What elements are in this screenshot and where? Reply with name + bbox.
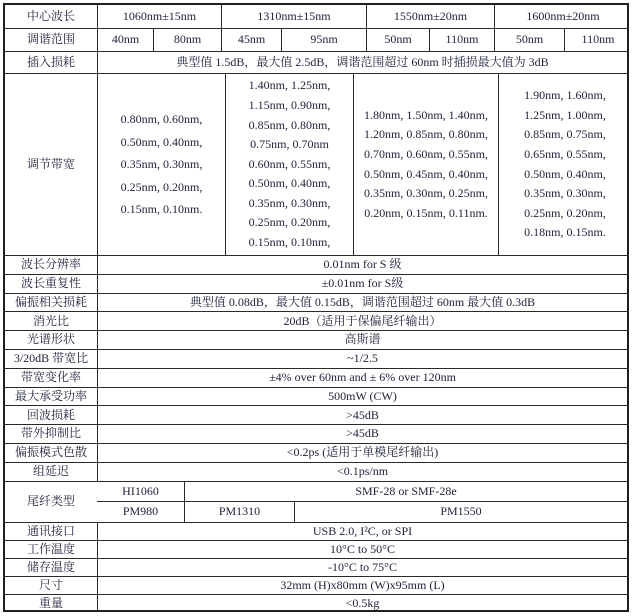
tuning-range-cell: 110nm xyxy=(429,29,494,51)
bandwidth-line: 0.80nm, 0.60nm, xyxy=(120,112,203,127)
bandwidth-1310-cell xyxy=(225,74,353,255)
row-label-bandwidth-ratio: 3/20dB 带宽比 xyxy=(13,351,89,366)
bandwidth-line: 0.60nm, 0.55nm, xyxy=(248,156,331,171)
row-label-max-power: 最大承受功率 xyxy=(14,388,87,403)
row-label-out-of-band-rejection: 带外抑制比 xyxy=(20,426,81,441)
table-row-operating-temp xyxy=(5,540,627,558)
row-label-dimensions: 尺寸 xyxy=(38,578,63,593)
row-label-pdl: 偏振相关损耗 xyxy=(14,294,87,309)
group-delay-value: <0.1ps/nm xyxy=(97,463,627,481)
spec-table xyxy=(3,3,629,612)
dimensions-value: 32mm (H)x80mm (W)x95mm (L) xyxy=(97,577,627,594)
tuning-range-cell: 110nm xyxy=(564,29,629,51)
bandwidth-line: 0.75nm, 0.70nm xyxy=(250,137,329,152)
row-label-operating-temp: 工作温度 xyxy=(26,541,75,556)
bandwidth-line: 0.25nm, 0.20nm, xyxy=(524,205,606,220)
bandwidth-1600-cell xyxy=(498,74,629,255)
storage-temp-value: -10°C to 75°C xyxy=(97,559,627,576)
table-row-dimensions xyxy=(5,576,627,594)
bandwidth-line: 0.65nm, 0.55nm, xyxy=(524,146,606,161)
table-row-group-delay xyxy=(5,462,627,481)
bandwidth-line: 1.80nm, 1.50nm, 1.40nm, xyxy=(363,107,488,122)
table-row-return-loss xyxy=(5,405,627,424)
fiber-hi1060-cell: HI1060 xyxy=(122,483,159,498)
tuning-range-cell: 95nm xyxy=(281,29,366,51)
table-row-pmd xyxy=(5,443,627,462)
bandwidth-line: 0.20nm, 0.15nm, 0.11nm. xyxy=(364,205,488,220)
return-loss-value: >45dB xyxy=(97,406,627,424)
extinction-ratio-value: 20dB（适用于保偏尾纤输出） xyxy=(97,312,627,330)
row-label-storage-temp: 储存温度 xyxy=(26,559,75,574)
table-row-insertion-loss xyxy=(5,51,627,73)
table-row-bandwidth xyxy=(5,73,627,255)
bandwidth-line: 0.85nm, 0.75nm, xyxy=(524,127,606,142)
bandwidth-line: 0.25nm, 0.20nm, xyxy=(120,179,203,194)
row-label-insertion-loss: 插入损耗 xyxy=(26,54,75,69)
center-wavelength-1550-cell: 1550nm±20nm xyxy=(366,5,494,28)
table-row-tuning-range xyxy=(5,28,627,51)
bandwidth-line: 0.15nm, 0.10nm, xyxy=(248,235,331,250)
operating-temp-value: 10°C to 50°C xyxy=(97,541,627,558)
bandwidth-variation-value: ±4% over 60nm and ± 6% over 120nm xyxy=(97,369,627,387)
table-row-wavelength-repeatability xyxy=(5,274,627,293)
bandwidth-ratio-value: ~1/2.5 xyxy=(97,350,627,368)
bandwidth-line: 0.70nm, 0.60nm, 0.55nm, xyxy=(363,146,488,161)
bandwidth-line: 1.15nm, 0.90nm, xyxy=(248,97,331,112)
fiber-pm1550-cell: PM1550 xyxy=(294,502,627,522)
center-wavelength-1310-cell: 1310nm±15nm xyxy=(221,5,366,28)
bandwidth-line: 0.35nm, 0.30nm, xyxy=(120,157,203,172)
fiber-pm1310-cell: PM1310 xyxy=(184,502,294,522)
row-label-weight: 重量 xyxy=(38,596,63,611)
row-label-group-delay: 组延迟 xyxy=(32,464,69,479)
bandwidth-line: 0.25nm, 0.20nm, xyxy=(248,215,331,230)
fiber-pm980-cell: PM980 xyxy=(122,504,159,519)
bandwidth-line: 0.50nm, 0.40nm, xyxy=(524,166,606,181)
table-row-max-power xyxy=(5,387,627,406)
fiber-type-row-b xyxy=(97,501,627,522)
bandwidth-line: 0.50nm, 0.45nm, 0.40nm, xyxy=(363,166,488,181)
row-label-tuning-range: 调谐范围 xyxy=(26,32,75,47)
interface-value: USB 2.0, I²C, or SPI xyxy=(97,523,627,540)
row-label-return-loss: 回波损耗 xyxy=(26,407,75,422)
fiber-smf28-cell: SMF-28 or SMF-28e xyxy=(184,482,627,502)
bandwidth-line: 0.50nm, 0.40nm, xyxy=(248,176,331,191)
wavelength-resolution-value: 0.01nm for S 级 xyxy=(97,256,627,274)
tuning-range-cell: 50nm xyxy=(494,29,564,51)
table-row-weight xyxy=(5,594,627,612)
table-row-fiber-type xyxy=(5,481,627,522)
table-row-bandwidth-ratio xyxy=(5,349,627,368)
bandwidth-line: 0.35nm, 0.30nm, 0.25nm, xyxy=(363,186,488,201)
fiber-type-cells xyxy=(97,482,627,522)
table-row-interface xyxy=(5,522,627,540)
row-label-interface: 通讯接口 xyxy=(26,523,75,538)
table-row-bandwidth-variation xyxy=(5,368,627,387)
insertion-loss-value: 典型值 1.5dB，最大值 2.5dB，调谐范围超过 60nm 时插损最大值为 3dB xyxy=(97,52,627,73)
center-wavelength-1060-cell: 1060nm±15nm xyxy=(97,5,221,28)
row-label-center-wavelength: 中心波长 xyxy=(26,8,75,23)
max-power-value: 500mW (CW) xyxy=(97,388,627,406)
tuning-range-cell: 45nm xyxy=(221,29,281,51)
tuning-range-cell: 50nm xyxy=(366,29,429,51)
fiber-type-row-a xyxy=(97,482,627,502)
tuning-range-cell: 40nm xyxy=(97,29,153,51)
center-wavelength-1600-cell: 1600nm±20nm xyxy=(494,5,629,28)
bandwidth-line: 1.90nm, 1.60nm, xyxy=(524,88,606,103)
table-row-wavelength-resolution xyxy=(5,255,627,274)
spectral-shape-value: 高斯谱 xyxy=(97,331,627,349)
row-label-wavelength-repeatability: 波长重复性 xyxy=(20,276,81,291)
pmd-value: <0.2ps (适用于单模尾纤输出) xyxy=(97,444,627,462)
row-label-wavelength-resolution: 波长分辨率 xyxy=(20,257,81,272)
bandwidth-line: 0.35nm, 0.30nm, xyxy=(248,195,331,210)
bandwidth-line: 1.20nm, 0.85nm, 0.80nm, xyxy=(363,127,488,142)
row-label-pmd: 偏振模式色散 xyxy=(14,445,87,460)
bandwidth-line: 0.50nm, 0.40nm, xyxy=(120,134,203,149)
tuning-range-cell: 80nm xyxy=(153,29,221,51)
bandwidth-line: 0.85nm, 0.80nm, xyxy=(248,117,331,132)
table-row-center-wavelength xyxy=(5,5,627,28)
table-row-spectral-shape xyxy=(5,330,627,349)
row-label-bandwidth: 调节带宽 xyxy=(26,156,75,171)
bandwidth-line: 0.18nm, 0.15nm. xyxy=(524,225,606,240)
bandwidth-1060-cell xyxy=(97,74,225,255)
row-label-extinction-ratio: 消光比 xyxy=(32,313,69,328)
bandwidth-line: 1.25nm, 1.00nm, xyxy=(524,107,606,122)
bandwidth-1550-cell xyxy=(353,74,498,255)
row-label-bandwidth-variation: 带宽变化率 xyxy=(20,370,81,385)
bandwidth-line: 0.35nm, 0.30nm, xyxy=(524,186,606,201)
weight-value: <0.5kg xyxy=(97,595,627,612)
table-row-out-of-band-rejection xyxy=(5,424,627,443)
out-of-band-rejection-value: >45dB xyxy=(97,425,627,443)
table-row-pdl xyxy=(5,293,627,312)
pdl-value: 典型值 0.08dB，最大值 0.15dB，调谐范围超过 60nm 最大值 0.3dB xyxy=(97,294,627,312)
table-row-extinction-ratio xyxy=(5,311,627,330)
wavelength-repeatability-value: ±0.01nm for S级 xyxy=(97,275,627,293)
bandwidth-line: 1.40nm, 1.25nm, xyxy=(248,78,331,93)
bandwidth-line: 0.15nm, 0.10nm. xyxy=(120,202,203,217)
row-label-spectral-shape: 光谱形状 xyxy=(26,332,75,347)
table-row-storage-temp xyxy=(5,558,627,576)
row-label-fiber-type: 尾纤类型 xyxy=(26,493,75,508)
